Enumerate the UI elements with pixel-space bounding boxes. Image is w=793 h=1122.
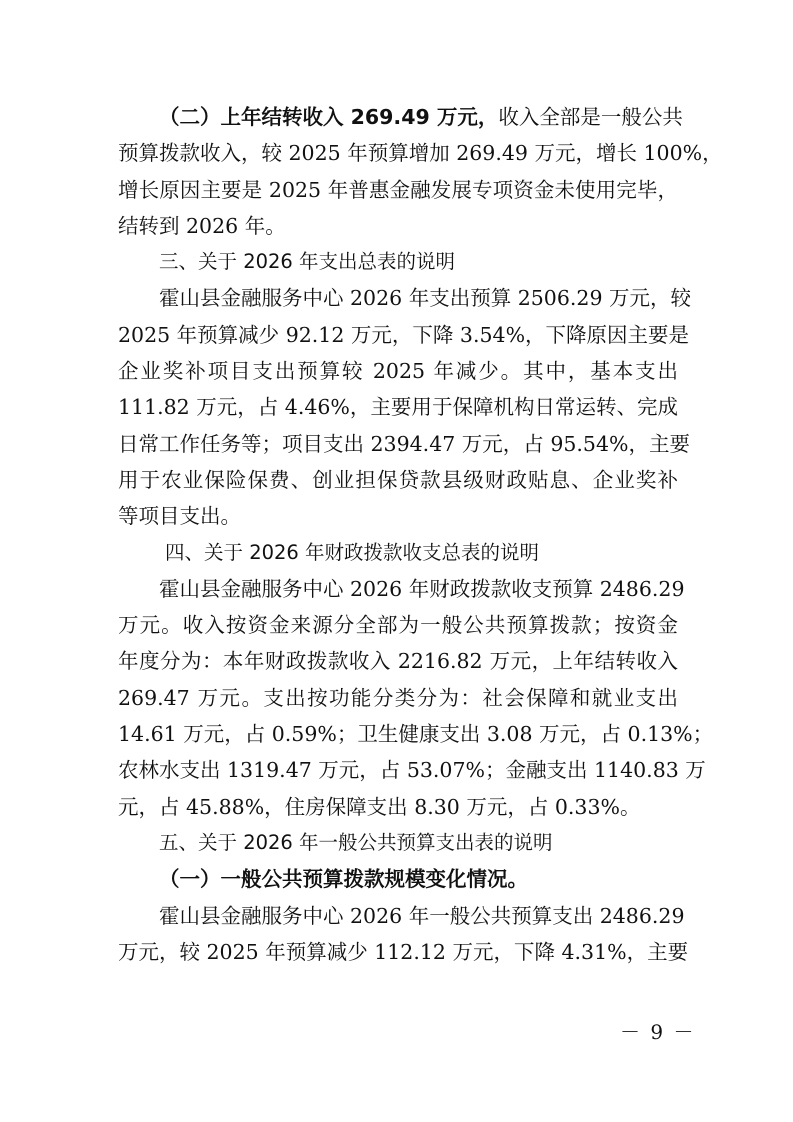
paragraph-line: 霍山县金融服务中心 2026 年一般公共预算支出 2486.29 — [159, 903, 685, 928]
paragraph-line: 用于农业保险保费、创业担保贷款县级财政贴息、企业奖补 — [118, 467, 678, 492]
paragraph-line: 企业奖补项目支出预算较 2025 年减少。其中，基本支出 — [118, 359, 678, 384]
paragraph-line: 农林水支出 1319.47 万元，占 53.07%；金融支出 1140.83 万 — [118, 758, 706, 783]
page-number: － 9 － — [620, 1020, 696, 1044]
section-heading-expenditure-summary: 三、关于 2026 年支出总表的说明 — [159, 250, 456, 274]
paragraph-line: 霍山县金融服务中心 2026 年支出预算 2506.29 万元，较 — [159, 286, 692, 311]
prior-year-carryover-title: （二）上年结转收入 269.49 万元， — [159, 105, 499, 129]
paragraph-line: 增长原因主要是 2025 年普惠金融发展专项资金未使用完毕， — [118, 177, 678, 202]
section-heading-general-public-budget: 五、关于 2026 年一般公共预算支出表的说明 — [159, 830, 553, 854]
section-heading-fiscal-appropriation: 四、关于 2026 年财政拨款收支总表的说明 — [165, 540, 540, 564]
paragraph-line: 14.61 万元，占 0.59%；卫生健康支出 3.08 万元，占 0.13%； — [118, 722, 714, 747]
paragraph-line: 111.82 万元，占 4.46%，主要用于保障机构日常运转、完成 — [118, 395, 678, 420]
paragraph-line: 等项目支出。 — [118, 504, 241, 529]
paragraph-line: 元，占 45.88%，住房保障支出 8.30 万元，占 0.33%。 — [118, 794, 641, 819]
paragraph-line: 万元。收入按资金来源分全部为一般公共预算拨款；按资金 — [118, 613, 678, 638]
subsection-heading: （一）一般公共预算拨款规模变化情况。 — [159, 867, 528, 892]
paragraph-line: 结转到 2026 年。 — [118, 213, 286, 238]
paragraph-text: 收入全部是一般公共 — [498, 105, 683, 129]
paragraph-line: 日常工作任务等；项目支出 2394.47 万元，占 95.54%，主要 — [118, 431, 690, 456]
document-body — [118, 99, 723, 970]
paragraph-line: 霍山县金融服务中心 2026 年财政拨款收支预算 2486.29 — [159, 576, 685, 601]
paragraph-line: 万元，较 2025 年预算减少 112.12 万元，下降 4.31%，主要 — [118, 939, 689, 964]
paragraph-line: 预算拨款收入，较 2025 年预算增加 269.49 万元，增长 100%， — [118, 141, 723, 166]
paragraph-line — [118, 99, 683, 135]
paragraph-line: 2025 年预算减少 92.12 万元，下降 3.54%，下降原因主要是 — [118, 322, 690, 347]
paragraph-line: 269.47 万元。支出按功能分类分为：社会保障和就业支出 — [118, 685, 678, 710]
paragraph-line: 年度分为：本年财政拨款收入 2216.82 万元，上年结转收入 — [118, 649, 678, 674]
